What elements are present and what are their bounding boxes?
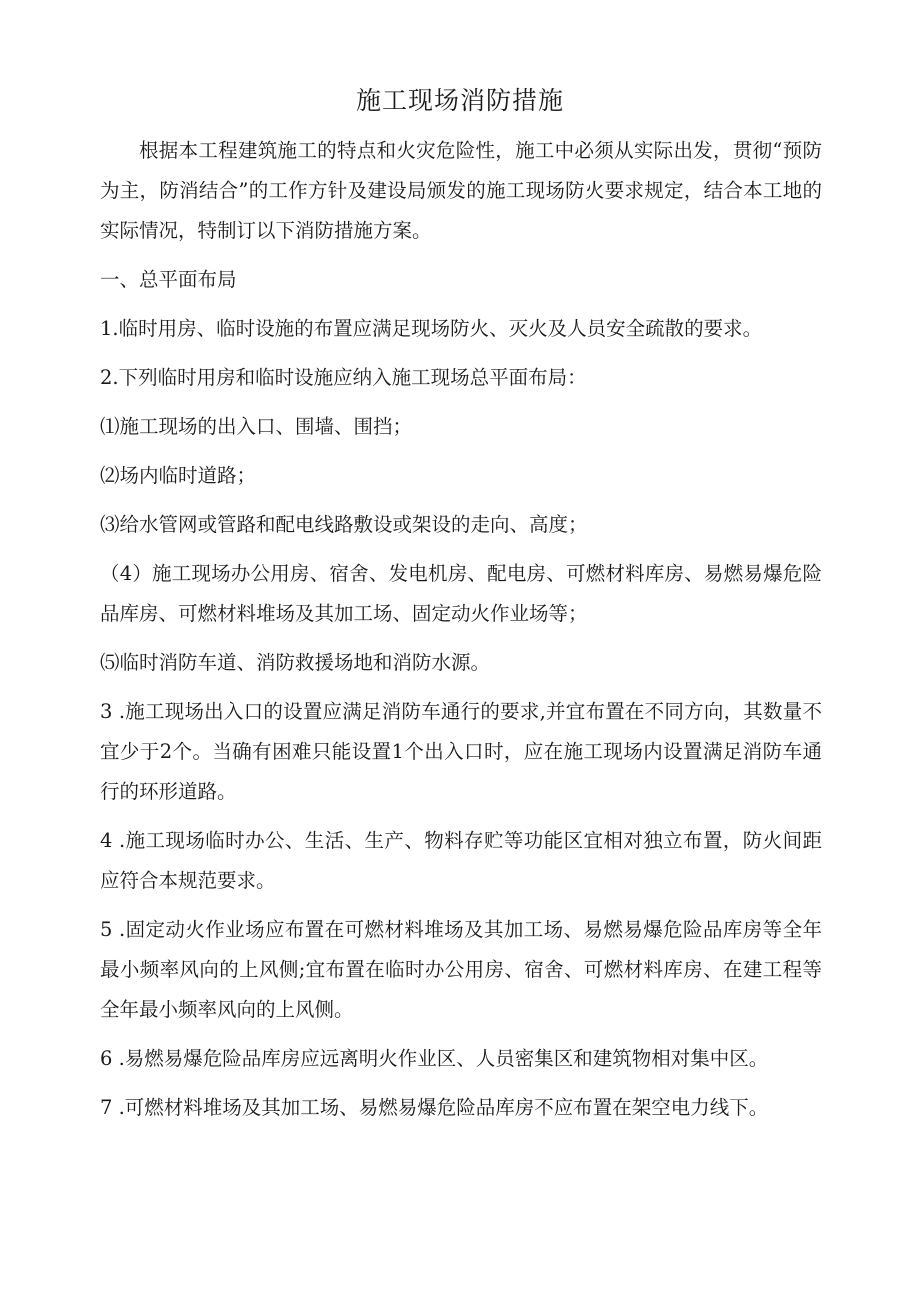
- list-item: 7 .可燃材料堆场及其加工场、易燃易爆危险品库房不应布置在架空电力线下。: [100, 1096, 769, 1119]
- sub-list-item: （4）施工现场办公用房、宿舍、发电机房、配电房、可燃材料库房、易燃易爆危险品库房、可燃材料堆场及其加工场、固定动火作业场等；: [100, 562, 822, 625]
- section-heading: 一、总平面布局: [100, 268, 237, 291]
- list-item: 4 .施工现场临时办公、生活、生产、物料存贮等功能区宜相对独立布置，防火间距应符合本规范要求。: [100, 829, 822, 892]
- list-item: 1.临时用房、临时设施的布置应满足现场防火、灭火及人员安全疏散的要求。: [100, 317, 763, 340]
- list-item: 6 .易燃易爆危险品库房应远离明火作业区、人员密集区和建筑物相对集中区。: [100, 1047, 769, 1070]
- intro-paragraph: 根据本工程建筑施工的特点和火灾危险性，施工中必须从实际出发，贯彻“预防为主，防消结合”的工作方针及建设局颁发的施工现场防火要求规定，结合本工地的实际情况，特制订以下消防措施方案。: [100, 139, 822, 242]
- sub-list-item: ⑴施工现场的出入口、围墙、围挡；: [100, 415, 413, 438]
- list-item: 2.下列临时用房和临时设施应纳入施工现场总平面布局：: [100, 366, 587, 389]
- sub-list-item: ⑵场内临时道路；: [100, 464, 257, 487]
- list-item: 5 .固定动火作业场应布置在可燃材料堆场及其加工场、易燃易爆危险品库房等全年最小频率风向的上风侧;宜布置在临时办公用房、宿舍、可燃材料库房、在建工程等全年最小频率风向的上风侧。: [100, 918, 822, 1021]
- document-title: 施工现场消防措施: [355, 86, 564, 115]
- list-item: 3 .施工现场出入口的设置应满足消防车通行的要求,并宜布置在不同方向，其数量不宜少于2个。当确有困难只能设置1个出入口时，应在施工现场内设置满足消防车通行的环形道路。: [100, 700, 822, 803]
- document-body: [100, 131, 822, 1137]
- sub-list-item: ⑶给水管网或管路和配电线路敷设或架设的走向、高度；: [100, 513, 588, 536]
- sub-list-item: ⑸临时消防车道、消防救援场地和消防水源。: [100, 651, 491, 674]
